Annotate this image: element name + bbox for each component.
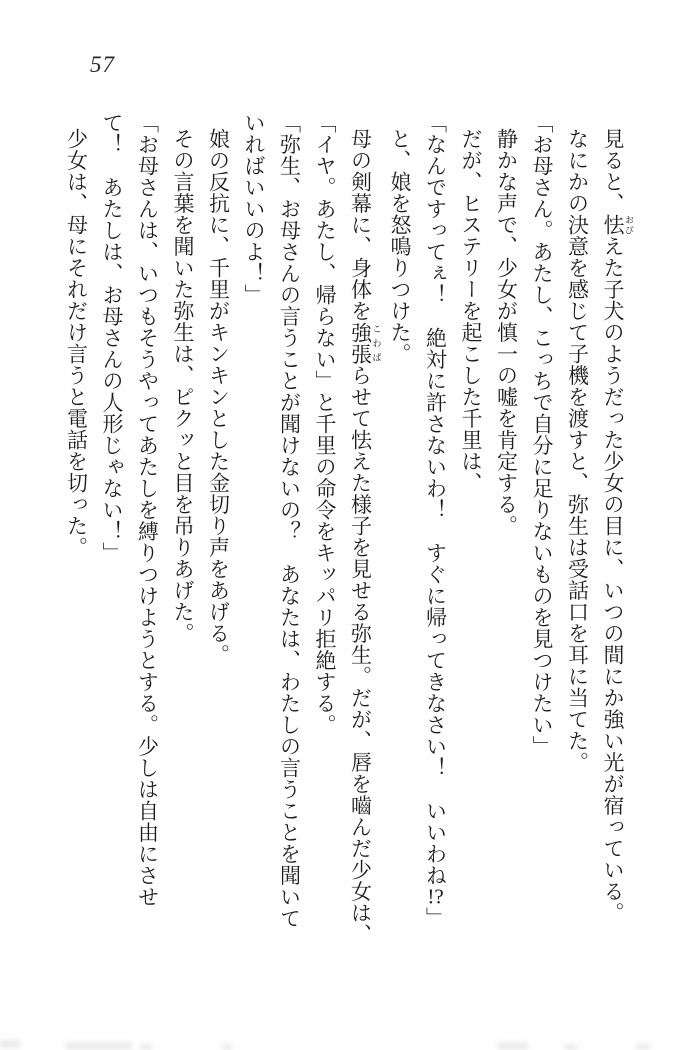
scan-artifact: [565, 1044, 577, 1050]
text-column: 「なんですってぇ！ 絶対に許さないわ！ すぐに帰ってきなさい！ いいわね!?」: [423, 112, 448, 929]
text-column: と、娘を怒鳴りつけた。: [388, 128, 412, 365]
scan-artifact: [140, 1044, 152, 1050]
text-column: なにかの決意を感じて子機を渡すと、弥生は受話口を耳に当てた。: [565, 128, 590, 773]
book-text: [58, 112, 634, 982]
text-column: て！ あたしは、お母さんの人形じゃない！」: [100, 112, 124, 564]
text-column: 見ると、怯 おびえた子犬のようだった少女の目に、いつの間にか強い光が宿っている。: [601, 128, 634, 924]
text-column: 「イヤ。あたし、帰らない」と千里の命令をキッパリ拒絶する。: [313, 112, 337, 736]
furigana-ruby: 怯 おび: [601, 214, 634, 236]
text-column: だが、ヒステリーを起こした千里は、: [459, 128, 483, 494]
text-column: 少女は、母にそれだけ言うと電話を切った。: [64, 128, 89, 558]
text-column: 静かな声で、少女が慎一の嘘を肯定する。: [494, 128, 519, 537]
text-column: 娘の反抗に、千里がキンキンとした金切り声をあげる。: [206, 128, 231, 666]
furigana-ruby: 強張 こわば: [348, 321, 382, 365]
text-column: その言葉を聞いた弥生は、ピクッと目を吊りあげた。: [171, 128, 195, 644]
text-column: 「お母さん。あたし、こっちで自分に足りないものを見つけたい」: [530, 112, 554, 757]
scan-artifact: [222, 1044, 232, 1050]
scan-artifact: [498, 1042, 528, 1050]
tatechuyoko: !?: [427, 886, 444, 907]
text-column: 母の剣幕に、身体を強張 こわばらせて怯えた様子を見せる弥生。だが、唇を嚙んだ少女は、: [348, 128, 382, 945]
scan-artifact: [66, 1042, 132, 1050]
text-column: 「弥生、お母さんの言うことが聞けないの？ あなたは、わたしの言うことを聞いて: [277, 112, 302, 929]
scan-artifact: [636, 1044, 650, 1050]
text-column: いればいいのよ！」: [242, 112, 266, 306]
page-number: 57: [90, 52, 115, 77]
text-column: 「お母さんは、いつもそうやってあたしを縛りつけようとする。少しは自由にさせ: [135, 112, 160, 908]
scan-artifact: [0, 1040, 20, 1048]
